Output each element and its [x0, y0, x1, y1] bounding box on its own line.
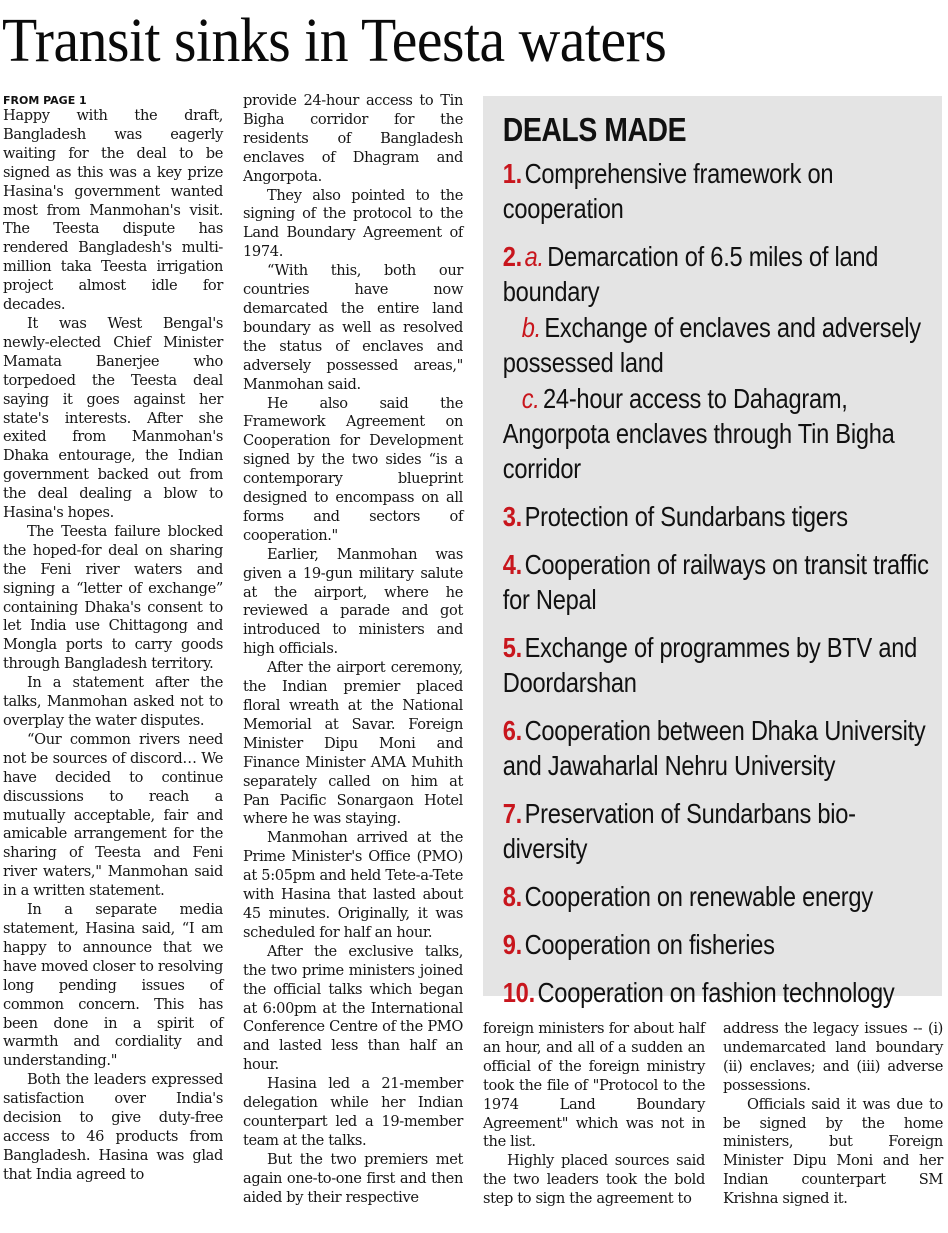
deal-text: Cooperation of railways on transit traffic for Nepal: [502, 549, 929, 615]
deal-item: [503, 630, 933, 700]
deal-item: [503, 879, 933, 914]
deal-text: Cooperation on renewable energy: [524, 881, 873, 912]
deal-number: 1.: [502, 158, 522, 189]
deal-number: 2.: [502, 241, 522, 272]
paragraph: Earlier, Manmohan was given a 19-gun military salute at the airport, where he reviewed a parade and got introduced to ministers and high officials.: [243, 545, 463, 658]
headline: Transit sinks in Teesta waters: [2, 7, 667, 75]
article-column-2: [243, 92, 463, 1207]
paragraph: Manmohan arrived at the Prime Minister's Office (PMO) at 5:05pm and held Tete-a-Tete with Hasina that lasted about 45 minutes. Originally, it was scheduled for half an hour.: [243, 829, 463, 941]
deal-text: Exchange of enclaves and adversely possessed land: [502, 312, 921, 378]
paragraph: address the legacy issues -- (i) undemarcated land boundary (ii) enclaves; and (iii) adverse possessions.: [723, 1020, 943, 1094]
paragraph: foreign ministers for about half an hour, and all of a sudden an official of the foreign ministry took the file of "Protocol to the 1974 Land Boundary Agreement" which was not in the list.: [483, 1020, 705, 1151]
deal-number: 4.: [502, 549, 522, 580]
deal-item: [503, 499, 933, 534]
deal-item: [503, 156, 933, 226]
deal-text: Cooperation on fisheries: [524, 929, 775, 960]
deal-sub-letter: a.: [524, 241, 544, 272]
deal-item: [503, 547, 933, 617]
deal-number: 5.: [502, 632, 522, 663]
paragraph: provide 24-hour access to Tin Bigha corridor for the residents of Bangladesh enclaves of Dhagram and Angorpota.: [243, 92, 463, 185]
deal-number: 6.: [502, 715, 522, 746]
paragraph: Highly placed sources said the two leaders took the bold step to sign the agreement to: [483, 1152, 705, 1208]
paragraph: After the exclusive talks, the two prime ministers joined the official talks which began at 6:00pm at the International Conference Centre of the PMO and lasted less than half an hour.: [243, 942, 463, 1074]
paragraph: It was West Bengal's newly-elected Chief Minister Mamata Banerjee who torpedoed the Teesta deal saying it goes against her state's interests. After she exited from Manmohan's Dhaka entourage, the Indian government backed out from the deal dealing a blow to Hasina's hopes.: [3, 314, 223, 522]
deal-sub-letter: c.: [521, 383, 540, 414]
deal-item: [503, 796, 933, 866]
from-page-kicker: FROM PAGE 1: [3, 94, 87, 107]
paragraph: He also said the Framework Agreement on Cooperation for Development signed by the two sides “is a contemporary blueprint designed to encompass on all forms and sectors of cooperation.": [243, 394, 463, 544]
deal-number: 3.: [502, 501, 522, 532]
deal-item: [503, 927, 933, 962]
deal-text: Preservation of Sundarbans bio-diversity: [502, 798, 856, 864]
paragraph: In a separate media statement, Hasina said, “I am happy to announce that we have moved closer to resolving long pending issues of common concern. This has been done in a spirit of warmth and cordiality and understanding.": [3, 901, 223, 1070]
deal-number: 9.: [502, 929, 522, 960]
deal-text: Cooperation between Dhaka University and Jawaharlal Nehru University: [502, 715, 926, 781]
paragraph: “Our common rivers need not be sources of discord… We have decided to continue discussions to reach a mutually acceptable, fair and amicable arrangement for the sharing of Teesta and Feni river waters," Manmohan said in a written statement.: [3, 730, 223, 900]
deals-made-box: [483, 96, 942, 1008]
paragraph: Hasina led a 21-member delegation while her Indian counterpart led a 19-member team at the talks.: [243, 1075, 463, 1149]
article-column-3: [483, 1020, 705, 1209]
deal-text: Exchange of programmes by BTV and Doordarshan: [502, 632, 918, 698]
deal-text: Demarcation of 6.5 miles of land boundary: [502, 241, 879, 307]
article-column-4: [723, 1020, 943, 1209]
deal-item: [503, 239, 933, 486]
paragraph: After the airport ceremony, the Indian premier placed floral wreath at the National Memorial at Savar. Foreign Minister Dipu Moni and Finance Minister AMA Muhith separately called on him at Pan Pacific Sonargaon Hotel where he was staying.: [243, 659, 463, 828]
deal-text: 24-hour access to Dahagram, Angorpota enclaves through Tin Bigha corridor: [502, 383, 895, 484]
deal-text: Comprehensive framework on cooperation: [502, 158, 834, 224]
paragraph: Both the leaders expressed satisfaction over India's decision to give duty-free access to 46 products from Bangladesh. Hasina was glad that India agreed to: [3, 1071, 223, 1183]
deal-number: 7.: [502, 798, 522, 829]
deal-sub-letter: b.: [521, 312, 541, 343]
deal-item: [503, 975, 933, 1010]
deal-item: [503, 713, 933, 783]
paragraph: Happy with the draft, Bangladesh was eagerly waiting for the deal to be signed as this was a key prize Hasina's government wanted most from Manmohan's visit. The Teesta dispute has rendered Bangladesh's multi-million taka Teesta irrigation project almost idle for decades.: [3, 107, 223, 314]
deal-number: 8.: [502, 881, 522, 912]
deal-text: Protection of Sundarbans tigers: [524, 501, 848, 532]
deals-title: DEALS MADE: [502, 111, 687, 148]
deal-number: 10.: [502, 977, 535, 1008]
paragraph: But the two premiers met again one-to-one first and then aided by their respective: [243, 1150, 463, 1206]
paragraph: The Teesta failure blocked the hoped-for deal on sharing the Feni river waters and signing a “letter of exchange” containing Dhaka's consent to let India use Chittagong and Mongla ports to carry goods through Bangladesh territory.: [3, 522, 223, 673]
article-column-1: [3, 92, 223, 1185]
deal-text: Cooperation on fashion technology: [537, 977, 895, 1008]
paragraph: In a statement after the talks, Manmohan asked not to overplay the water disputes.: [3, 674, 223, 729]
paragraph: Officials said it was due to be signed by the home ministers, but Foreign Minister Dipu Moni and her Indian counterpart SM Krishna signed it.: [723, 1095, 943, 1208]
paragraph: They also pointed to the signing of the protocol to the Land Boundary Agreement of 1974.: [243, 186, 463, 261]
paragraph: “With this, both our countries have now demarcated the entire land boundary as well as resolved the status of enclaves and adversely possessed areas," Manmohan said.: [243, 262, 463, 393]
